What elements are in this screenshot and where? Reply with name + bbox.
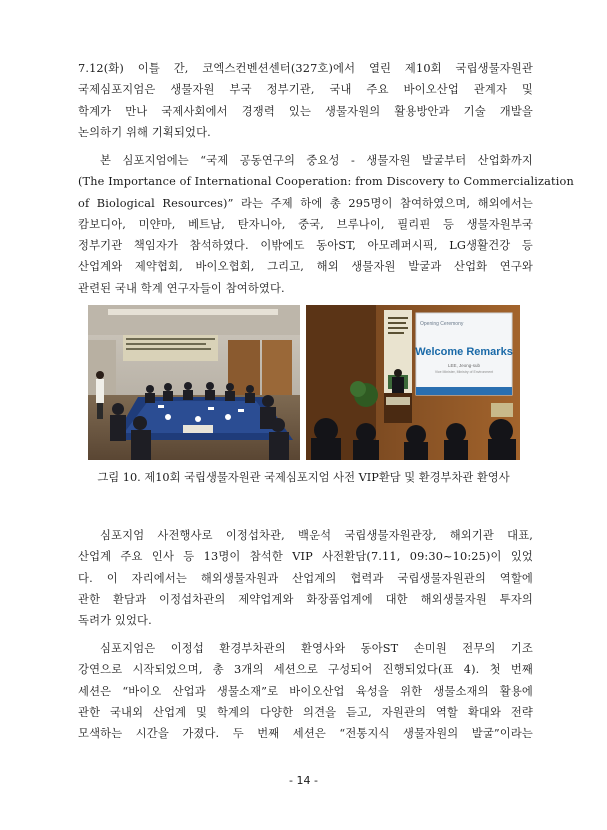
text-line: 정부기관 책임자가 참석하였다. 이밖에도 동아ST, 아모레퍼시픽, LG생활건강 등 <box>78 239 533 253</box>
text-line: 세션은 “바이오 산업과 생물소재”로 바이오산업 육성을 위한 생물소재의 활용에 <box>78 684 533 698</box>
text-line: 국제심포지엄은 생물자원 부국 정부기관, 국내 주요 바이오산업 관계자 및 <box>78 83 533 97</box>
screen-role-text: Vice Minister, Ministry of Environment <box>434 370 494 374</box>
paragraph-sessions <box>78 638 533 744</box>
text-line: 독려가 있었다. <box>78 614 152 628</box>
text-line: 캄보디아, 미얀마, 베트남, 탄자니아, 중국, 브루나이, 필리핀 등 생물자원부국 <box>78 217 533 231</box>
screen-opening-text: Opening Ceremony <box>420 321 464 327</box>
vip-meeting-photo <box>88 305 300 460</box>
text-line: of Biological Resources)” 라는 주제 하에 총 295명이 참여하였으며, 해외에서는 <box>78 196 533 210</box>
screen-speaker-text: LEE, Jeong-sub <box>447 363 481 368</box>
page-number: - 14 - <box>289 774 318 787</box>
paragraph-theme <box>78 150 574 299</box>
text-line: 산업계 주요 인사 등 13명이 참석한 VIP 사전환담(7.11, 09:30~10:25)이 있었 <box>78 550 533 564</box>
text-line: 관련된 국내 학계 연구자들이 참여하였다. <box>78 281 285 295</box>
text-line: 관한 국내외 산업계 및 학계의 다양한 의견을 듣고, 자원관의 역할 확대와 전략 <box>78 705 533 719</box>
figure-caption: 그림 10. 제10회 국립생물자원관 국제심포지엄 사전 VIP환담 및 환경부차관 환영사 <box>97 471 510 484</box>
welcome-remarks-photo <box>306 305 520 460</box>
text-line: 강연으로 시작되었으며, 총 3개의 세션으로 구성되어 진행되었다(표 4). 첫 번째 <box>78 663 533 677</box>
text-line: 7.12(화) 이틀 간, 코엑스컨벤션센터(327호)에서 열린 제10회 국립생물자원관 <box>78 62 533 75</box>
paragraph-intro <box>78 58 533 143</box>
text-line: 본 심포지엄에는 “국제 공동연구의 중요성 - 생물자원 발굴부터 산업화까지 <box>100 154 533 167</box>
paragraph-vip-meeting <box>78 525 533 631</box>
text-line: 심포지엄은 이정섭 환경부차관의 환영사와 동아ST 손미원 전무의 기조 <box>100 642 533 655</box>
screen-title-text: Welcome Remarks <box>415 346 513 358</box>
text-line: 모색하는 시간을 가졌다. 두 번째 세션은 “전통지식 생물자원의 발굴”이라는 <box>78 727 533 741</box>
text-line: 다. 이 자리에서는 해외생물자원과 산업계의 협력과 국립생물자원관의 역할에 <box>78 571 533 585</box>
text-line: 산업계와 제약협회, 바이오협회, 그리고, 해외 생물자원 발굴과 산업화 연구와 <box>78 260 533 274</box>
text-line: 학계가 만나 국제사회에서 경쟁력 있는 생물자원의 활용방안과 기술 개발을 <box>78 104 533 118</box>
text-line: 관한 환담과 이정섭차관의 제약업계와 화장품업계에 대한 해외생물자원 투자의 <box>78 592 533 606</box>
text-line: (The Importance of International Cooperation: from Discovery to Commercialization <box>78 175 574 189</box>
text-line: 심포지엄 사전행사로 이정섭차관, 백운석 국립생물자원관장, 해외기관 대표, <box>100 529 533 542</box>
text-line: 논의하기 위해 기획되었다. <box>78 125 211 139</box>
